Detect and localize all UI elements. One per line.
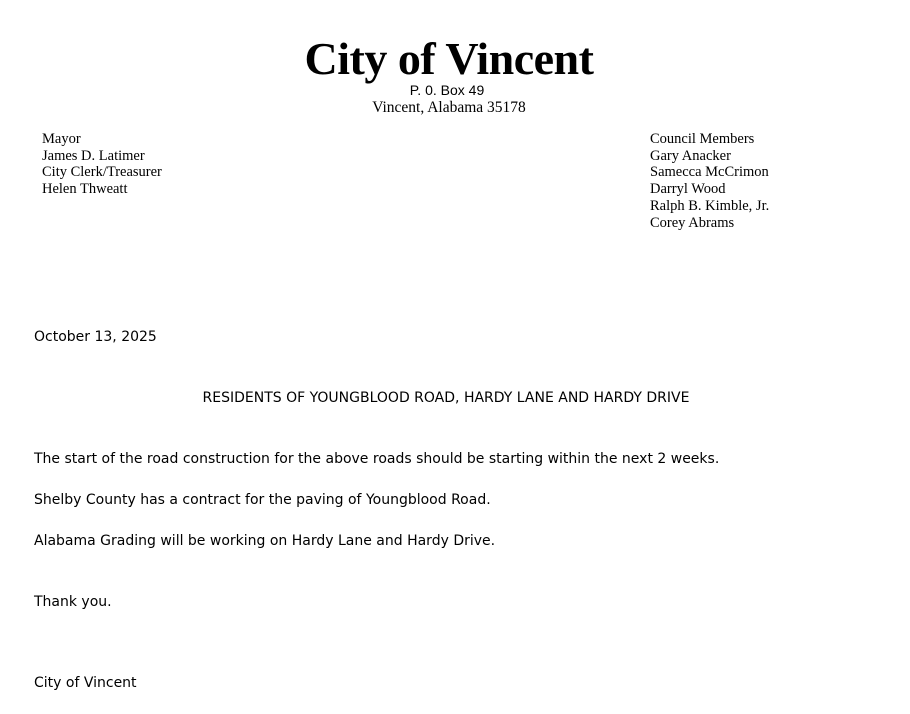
mayor-name: James D. Latimer bbox=[42, 147, 145, 164]
council-label: Council Members bbox=[650, 131, 755, 147]
clerk-name: Helen Thweatt bbox=[42, 181, 128, 198]
council-member: Samecca McCrimon bbox=[650, 164, 769, 181]
council-member: Corey Abrams bbox=[650, 214, 735, 231]
letter-signature: City of Vincent bbox=[34, 675, 137, 691]
po-box-line: P. 0. Box 49 bbox=[409, 82, 485, 98]
letter-closing: Thank you. bbox=[34, 594, 112, 610]
letter-addressee: RESIDENTS OF YOUNGBLOOD ROAD, HARDY LANE AND HARDY DRIVE bbox=[202, 390, 690, 406]
letterhead-title: City of Vincent bbox=[304, 33, 594, 84]
council-member: Gary Anacker bbox=[650, 147, 731, 164]
officials-right-block bbox=[650, 131, 769, 231]
council-member: Ralph B. Kimble, Jr. bbox=[650, 197, 770, 214]
letter-paragraph: The start of the road construction for the above roads should be starting within the next 2 weeks. bbox=[34, 451, 720, 467]
letter-paragraph: Alabama Grading will be working on Hardy Lane and Hardy Drive. bbox=[34, 533, 496, 549]
council-member: Darryl Wood bbox=[650, 181, 726, 198]
letter-date: October 13, 2025 bbox=[34, 329, 157, 345]
officials-left-block bbox=[42, 131, 162, 198]
clerk-label: City Clerk/Treasurer bbox=[42, 164, 162, 181]
mayor-label: Mayor bbox=[42, 131, 81, 147]
city-state-line: Vincent, Alabama 35178 bbox=[372, 99, 526, 116]
letter-paragraph: Shelby County has a contract for the paving of Youngblood Road. bbox=[34, 492, 491, 508]
